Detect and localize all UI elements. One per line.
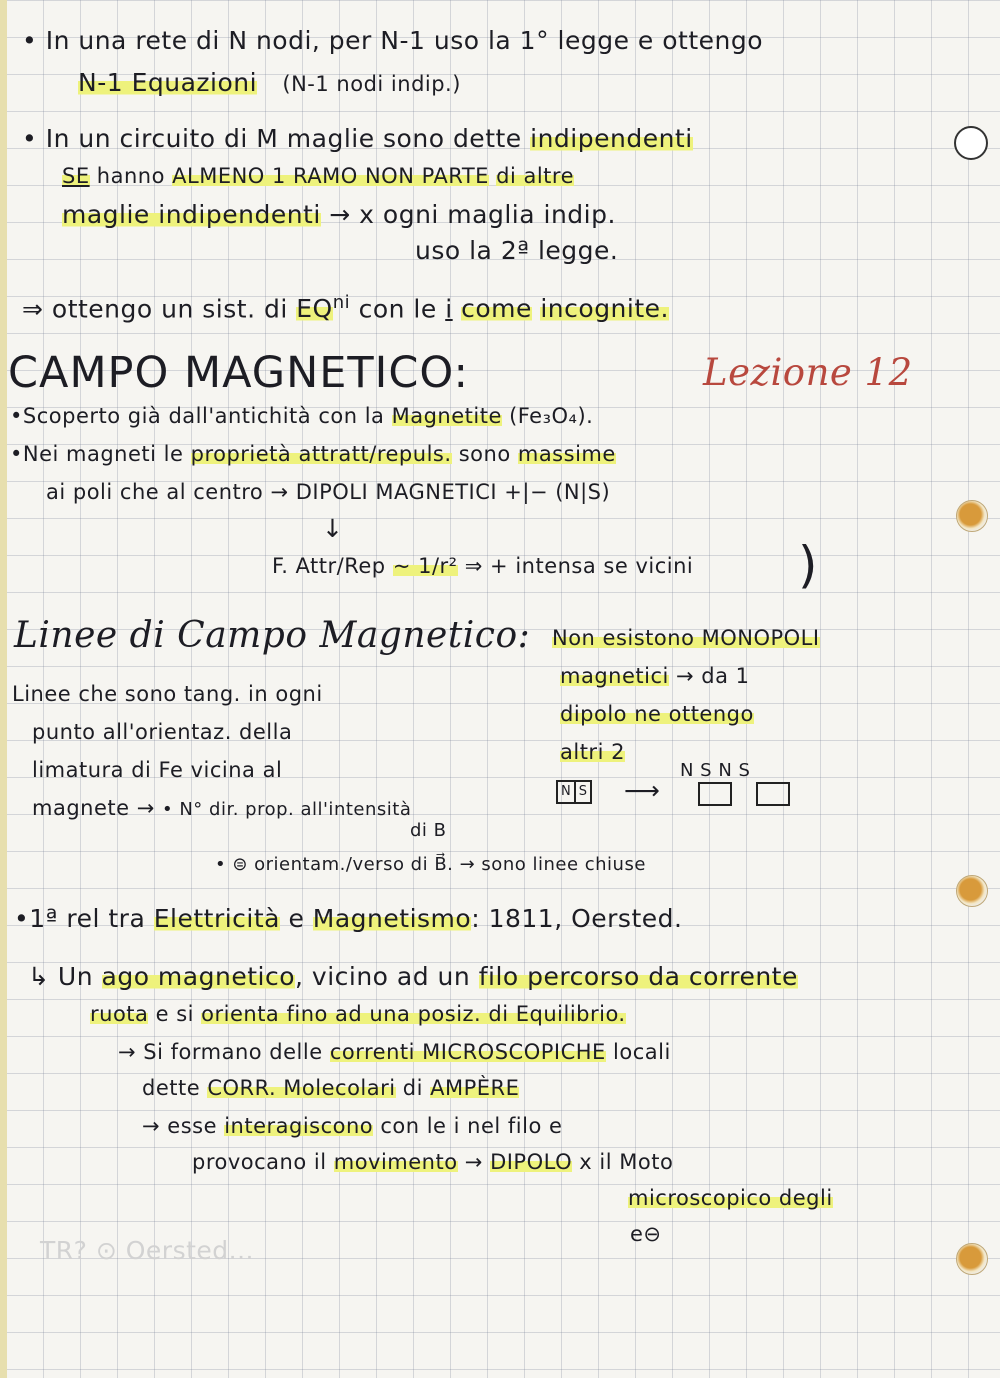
magnet-labels: N S N S — [680, 760, 751, 781]
note-line: altri 2 — [560, 740, 625, 764]
subsection-title: Linee di Campo Magnetico: — [14, 615, 531, 656]
note-line: dipolo ne ottengo — [560, 702, 754, 726]
note-line: • ⊜ orientam./verso di B⃗. → sono linee chiuse — [215, 854, 646, 875]
binder-hole — [956, 500, 988, 532]
note-line: limatura di Fe vicina al — [32, 758, 283, 782]
note-line: → esse interagiscono con le i nel filo e — [142, 1114, 563, 1138]
note-line: ai poli che al centro → DIPOLI MAGNETICI +|− (N|S) — [46, 480, 611, 504]
note-line: SE hanno ALMENO 1 RAMO NON PARTE di altre — [62, 164, 575, 188]
binder-hole — [956, 1243, 988, 1275]
note-line: •Nei magneti le proprietà attratt/repuls. sono massime — [10, 442, 616, 466]
note-line: punto all'orientaz. della — [32, 720, 293, 744]
note-line: dette CORR. Molecolari di AMPÈRE — [142, 1076, 520, 1100]
note-line: uso la 2ª legge. — [415, 236, 619, 265]
note-line: provocano il movimento → DIPOLO x il Moto — [192, 1150, 674, 1174]
note-line: magnete → • N° dir. prop. all'intensità — [32, 796, 412, 820]
note-line: → Si formano delle correnti MICROSCOPICHE locali — [118, 1040, 671, 1064]
note-line: Non esistono MONOPOLI — [552, 626, 820, 650]
note-line: microscopico degli — [628, 1186, 833, 1210]
note-line: ↳ Un ago magnetico, vicino ad un filo percorso da corrente — [28, 962, 798, 991]
magnet-drawing — [756, 782, 790, 806]
lesson-label: Lezione 12 — [703, 351, 913, 394]
note-line: •1ª rel tra Elettricità e Magnetismo: 1811, Oersted. — [14, 904, 683, 933]
arrow-right: ⟶ — [624, 776, 661, 805]
note-line: ruota e si orienta fino ad una posiz. di Equilibrio. — [90, 1002, 626, 1026]
note-line: maglie indipendenti → x ogni maglia indip. — [62, 200, 616, 229]
note-line: ⇒ ottengo un sist. di $EQ^{ni}$ con le i come incognite. — [22, 292, 669, 324]
page-edge — [0, 0, 7, 1378]
bracket: ) — [798, 536, 819, 594]
note-line: Linee che sono tang. in ogni — [12, 682, 323, 706]
note-line: • In un circuito di M maglie sono dette indipendenti — [22, 124, 693, 153]
magnet-drawing: N S — [556, 780, 592, 804]
section-title: CAMPO MAGNETICO: — [8, 348, 469, 398]
binder-hole — [956, 875, 988, 907]
note-line: •Scoperto già dall'antichità con la Magnetite (Fe₃O₄). — [10, 404, 594, 428]
note-line: • In una rete di N nodi, per N-1 uso la 1° legge e ottengo — [22, 26, 764, 55]
note-line: di B — [410, 820, 447, 841]
note-line: e⊖ — [630, 1222, 662, 1246]
binder-hole — [954, 126, 988, 160]
note-line: magnetici → da 1 — [560, 664, 750, 688]
note-line: N-1 Equazioni (N-1 nodi indip.) — [78, 68, 461, 97]
arrow-down: ↓ — [322, 514, 344, 543]
note-line: F. Attr/Rep ~ 1/r² ⇒ + intensa se vicini — [272, 554, 694, 578]
magnet-drawing — [698, 782, 732, 806]
bleed-through-text: TR? ⊙ Oersted... — [40, 1236, 255, 1265]
